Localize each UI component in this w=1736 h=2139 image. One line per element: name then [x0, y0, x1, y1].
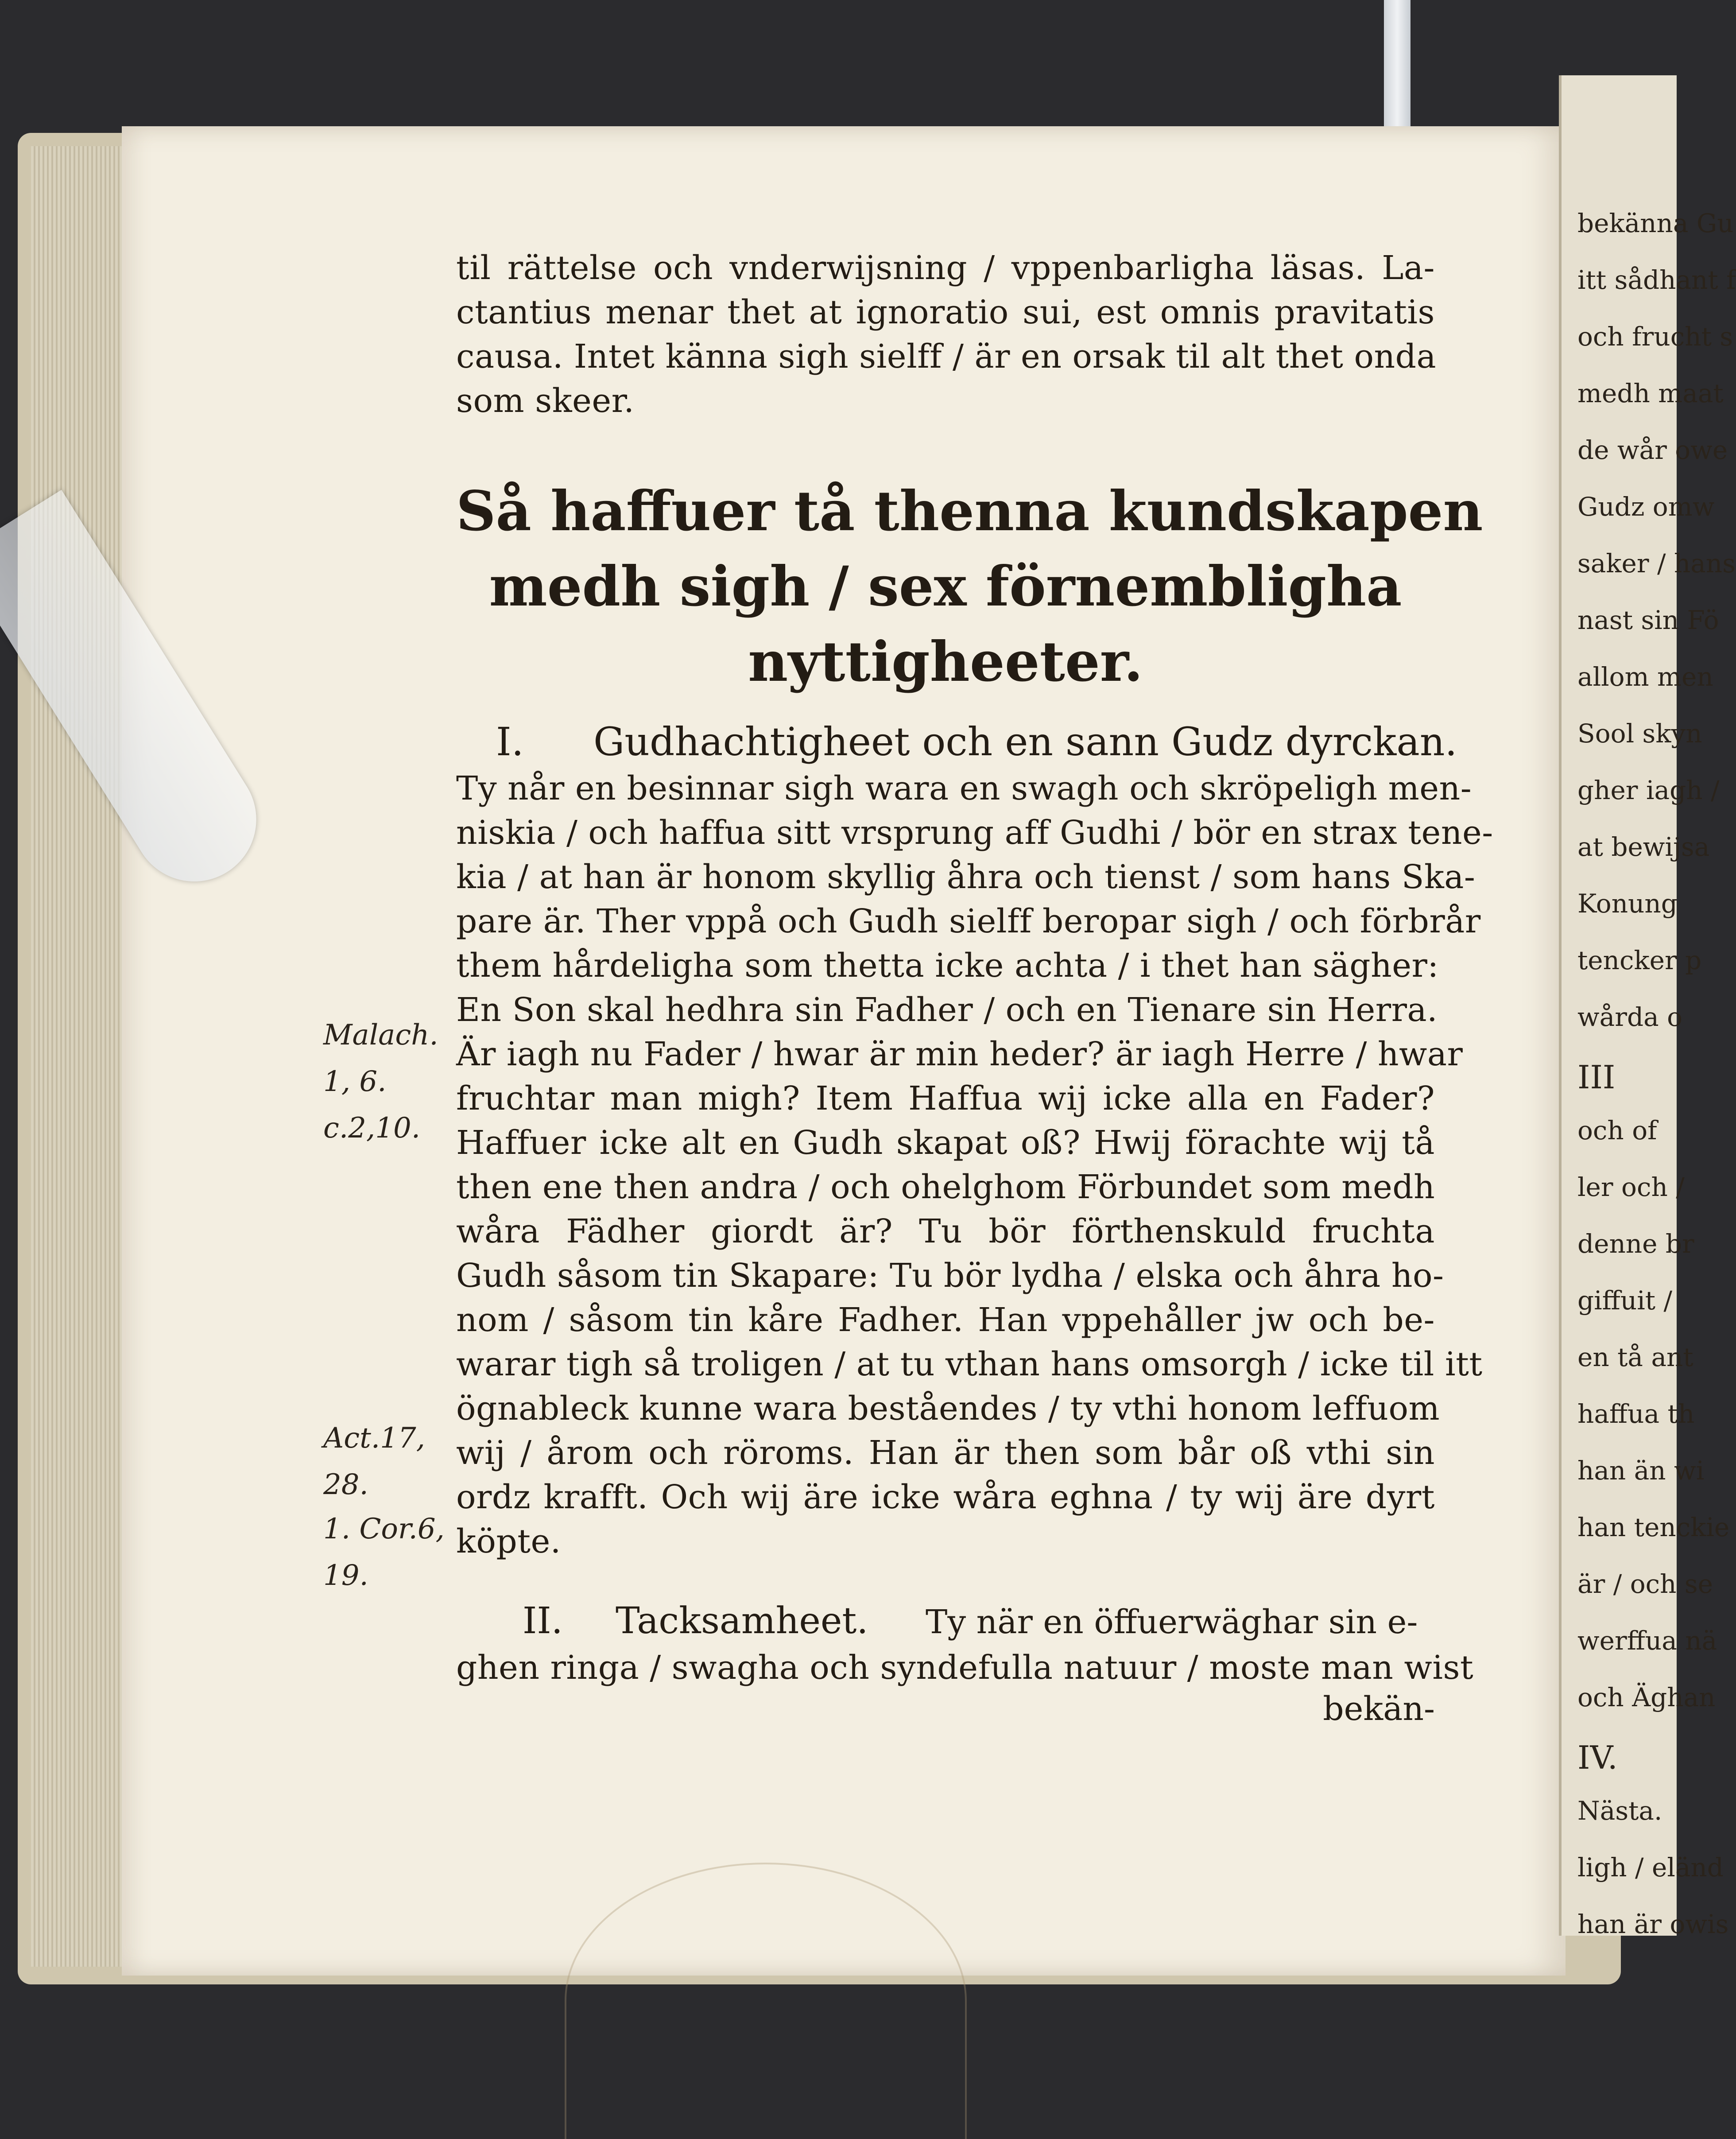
text-line: ghen ringa / swagha och syndefulla natuur / moste man wist [456, 1649, 1474, 1687]
facing-page-fragment: medh maat [1577, 378, 1724, 408]
facing-page-fragment: wårda o [1577, 1002, 1683, 1032]
text-line: Ty när en öffuerwäghar sin e- [926, 1603, 1418, 1641]
section-title: Gudhachtigheet och en sann Gudz dyrckan. [593, 719, 1457, 765]
facing-page-fragment: är / och se [1577, 1569, 1713, 1599]
catchword: bekän- [1323, 1690, 1435, 1728]
facing-page-fragment: ler och / [1577, 1172, 1685, 1202]
text-line: Haffuer icke alt en Gudh skapat oß? Hwij förachte wij tå [456, 1124, 1435, 1162]
facing-page-fragment: allom men [1577, 662, 1713, 692]
facing-page-fragment: itt sådhant f [1577, 265, 1736, 295]
margin-note: 1, 6. [323, 1065, 387, 1098]
facing-page [1559, 75, 1736, 1939]
text-line: warar tigh så troligen / at tu vthan hans omsorgh / icke til itt [456, 1345, 1483, 1383]
text-line: niskia / och haffua sitt vrsprung aff Gudhi / bör en strax tene- [456, 814, 1493, 852]
facing-page-fragment: saker / hans [1577, 548, 1736, 578]
text-line: causa. Intet känna sigh sielff / är en orsak til alt thet onda [456, 338, 1437, 376]
facing-page-fragment: tencker p [1577, 945, 1702, 975]
section-title: Tacksamheet. [616, 1600, 868, 1642]
facing-page-fragment: nast sin Fö [1577, 605, 1719, 635]
subsection-title [496, 715, 1457, 769]
text-line: fruchtar man migh? Item Haffua wij icke alla en Fader? [456, 1079, 1435, 1118]
margin-note: Act.17, [323, 1422, 425, 1455]
facing-page-fragment: och Äghan [1577, 1682, 1716, 1712]
text-line: ctantius menar thet at ignoratio sui, est omnis pravitatis [456, 293, 1435, 331]
facing-page-fragment: giffuit / [1577, 1285, 1673, 1316]
facing-page-fragment: och frucht s [1577, 322, 1733, 352]
margin-note: 19. [323, 1559, 368, 1592]
page-edges [31, 146, 128, 1967]
facing-page-fragment: Gudz omw [1577, 492, 1715, 522]
text-line: ordz krafft. Och wij äre icke wåra eghna / ty wij äre dyrt [456, 1478, 1435, 1516]
text-line: Gudh såsom tin Skapare: Tu bör lydha / elska och åhra ho- [456, 1257, 1444, 1295]
facing-page-fragment: han är owis [1577, 1909, 1729, 1939]
text-line: som skeer. [456, 382, 635, 420]
subsection-title [456, 1599, 1435, 1644]
text-line: til rättelse och vnderwijsning / vppenbarligha läsas. La- [456, 249, 1435, 287]
facing-page-fragment: Sool skyn [1577, 718, 1702, 749]
text-line: pare är. Ther vppå och Gudh sielff beropar sigh / och förbrår [456, 902, 1481, 940]
margin-note: Malach. [323, 1019, 438, 1052]
facing-page-fragment: ligh / eländ [1577, 1852, 1724, 1883]
water-stain [565, 1863, 967, 2139]
text-line: köpte. [456, 1522, 561, 1561]
facing-page-fragment: en tå ant [1577, 1342, 1693, 1372]
text-line: ögnableck kunne wara beståendes / ty vthi honom leffuom [456, 1390, 1440, 1428]
text-line: wij / årom och röroms. Han är then som bår oß vthi sin [456, 1434, 1435, 1472]
section-heading: medh sigh / sex förnembligha [489, 555, 1402, 619]
facing-page-fragment: werffua nä [1577, 1626, 1717, 1656]
text-line: then ene then andra / och ohelghom Förbundet som medh [456, 1168, 1435, 1206]
text-line: them hårdeligha som thetta icke achta / i thet han sägher: [456, 947, 1439, 985]
text-line: Ty når en besinnar sigh wara en swagh och skröpeligh men- [456, 769, 1472, 807]
facing-page-fragment: bekänna Gu [1577, 208, 1734, 238]
text-line: En Son skal hedhra sin Fadher / och en Tienare sin Herra. [456, 991, 1438, 1029]
section-numeral: II. [523, 1600, 563, 1642]
bookmark-ribbon [1384, 0, 1410, 146]
facing-page-fragment: de wår owe [1577, 435, 1728, 465]
facing-page-fragment: at bewijsa [1577, 832, 1710, 862]
facing-page-fragment: IV. [1577, 1739, 1618, 1776]
section-numeral: I. [496, 719, 524, 765]
margin-note: 28. [323, 1468, 368, 1501]
facing-page-fragment: III [1577, 1059, 1616, 1096]
facing-page-fragment: gher iagh / [1577, 775, 1720, 805]
margin-note: 1. Cor.6, [323, 1513, 445, 1545]
text-line: wåra Fädher giordt är? Tu bör förthenskuld fruchta [456, 1212, 1435, 1250]
facing-page-fragment: han tenckie [1577, 1512, 1730, 1542]
facing-page-fragment: han än wi [1577, 1456, 1705, 1486]
facing-page-fragment: Konung [1577, 889, 1678, 919]
margin-note: c.2,10. [323, 1112, 421, 1145]
section-heading: Så haffuer tå thenna kundskapen [456, 479, 1483, 543]
section-heading: nyttigheeter. [748, 630, 1143, 694]
facing-page-fragment: och of [1577, 1115, 1657, 1145]
facing-page-fragment: denne br [1577, 1229, 1694, 1259]
text-line: Är iagh nu Fader / hwar är min heder? är iagh Herre / hwar [456, 1035, 1463, 1073]
text-line: kia / at han är honom skyllig åhra och tienst / som hans Ska- [456, 858, 1476, 896]
facing-page-fragment: Nästa. [1577, 1796, 1662, 1826]
text-line: nom / såsom tin kåre Fadher. Han vppehåller jw och be- [456, 1301, 1435, 1339]
facing-page-fragment: haffua th [1577, 1399, 1695, 1429]
